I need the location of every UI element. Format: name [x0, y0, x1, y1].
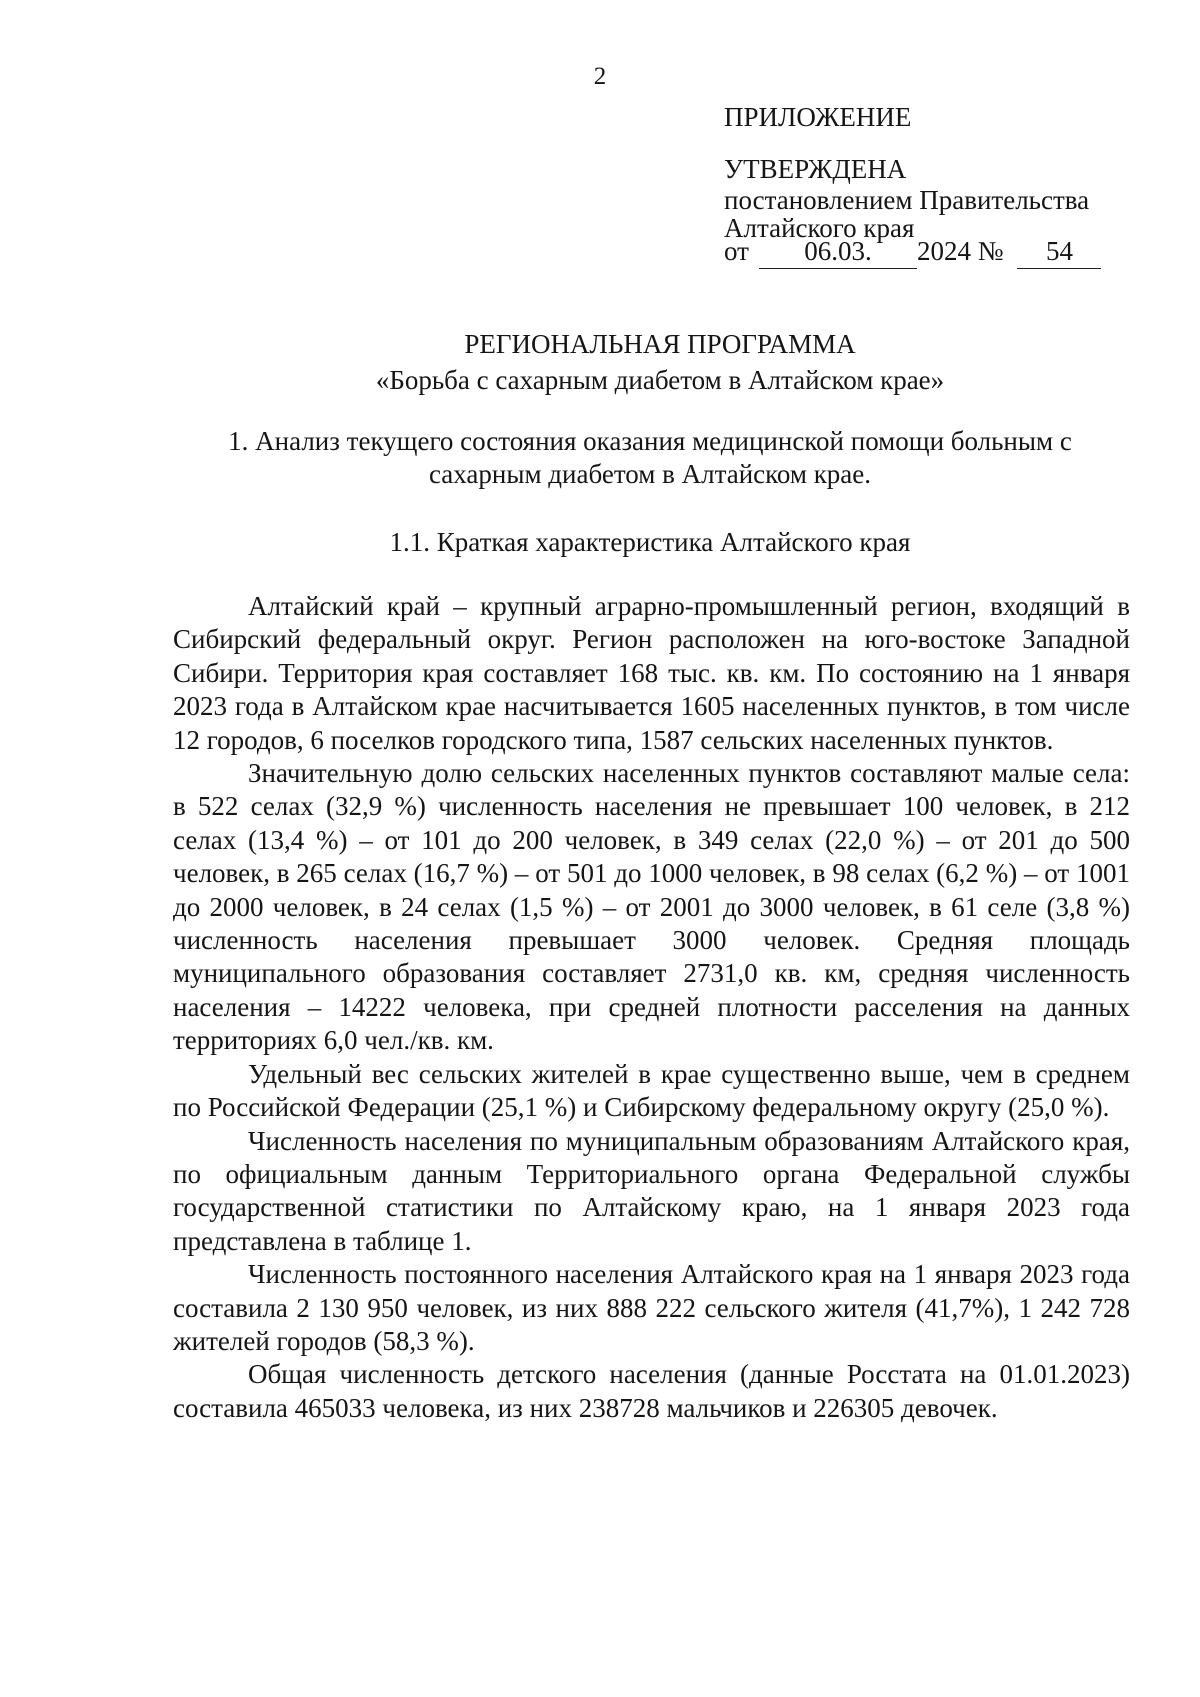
program-subtitle: «Борьба с сахарным диабетом в Алтайском крае» — [375, 365, 945, 395]
program-title-block — [0, 326, 1200, 398]
program-title: РЕГИОНАЛЬНАЯ ПРОГРАММА — [464, 329, 856, 359]
decree-line-1: постановлением Правительства — [724, 185, 1090, 215]
paragraph: Общая численность детского населения (данные Росстата на 01.01.2023) составила 465033 человека, из них 238728 мальчиков и 226305 девочек. — [173, 1359, 1130, 1423]
appendix-label: ПРИЛОЖЕНИЕ — [724, 102, 912, 132]
date-blank — [759, 236, 917, 269]
paragraph: Удельный вес сельских жителей в крае существенно выше, чем в среднем по Российской Федерации (25,1 %) и Сибирскому федеральному округу (25,0 %). — [173, 1058, 1130, 1123]
page-number: 2 — [593, 63, 607, 90]
paragraph: Значительную долю сельских населенных пунктов составляют малые села: в 522 селах (32,9 %) численность населения не превышает 100 человек, в 212 селах (13,4 %) – от 101 до 200 человек, в 349 селах (22,0 %) – от 201 до 500 человек, в 265 селах (16,7 %) – от 501 до 1000 человек, в 98 селах (6,2 %) – от 1001 до 2000 человек, в 24 селах (1,5 %) – от 2001 до 3000 человек, в 61 селе (3,8 %) численность населения превышает 3000 человек. Средняя площадь муниципального образования составляет 2731,0 кв. км, средняя численность населения – 14222 человека, при средней плотности расселения на данных территориях 6,0 чел./кв. км. — [173, 758, 1130, 1056]
number-blank — [1017, 236, 1101, 269]
paragraph: Алтайский край – крупный аграрно-промышленный регион, входящий в Сибирский федеральный округ. Регион расположен на юго-востоке Западной Сибири. Территория края составляет 168 тыс. кв. км. По состоянию на 1 января 2023 года в Алтайском крае насчитывается 1605 населенных пунктов, в том числе 12 городов, 6 поселков городского типа, 1587 сельских населенных пунктов. — [173, 591, 1130, 755]
decree-date-line — [724, 236, 1124, 266]
paragraph: Численность постоянного населения Алтайского края на 1 января 2023 года составила 2 130 950 человек, из них 888 222 сельского жителя (41,7%), 1 242 728 жителей городов (58,3 %). — [173, 1259, 1130, 1356]
decree-year: 2024 № — [916, 236, 1004, 266]
decree-line-2: Алтайского края — [724, 213, 915, 243]
subsection-heading: 1.1. Краткая характеристика Алтайского края — [389, 527, 911, 557]
date-value: 06.03. — [804, 236, 872, 266]
paragraph: Численность населения по муниципальным образованиям Алтайского края, по официальным данным Территориального органа Федеральной службы государственной статистики по Алтайскому краю, на 1 января 2023 года представлена в таблице 1. — [173, 1125, 1130, 1256]
approval-block — [724, 100, 1124, 266]
approved-label: УТВЕРЖДЕНА — [724, 154, 907, 184]
date-prefix: от — [724, 236, 749, 266]
decree-number: 54 — [1045, 236, 1073, 266]
section-heading: 1. Анализ текущего состояния оказания медицинской помощи больным с сахарным диабетом в Алтайском крае. — [228, 426, 1072, 489]
body-text — [173, 590, 1130, 1425]
